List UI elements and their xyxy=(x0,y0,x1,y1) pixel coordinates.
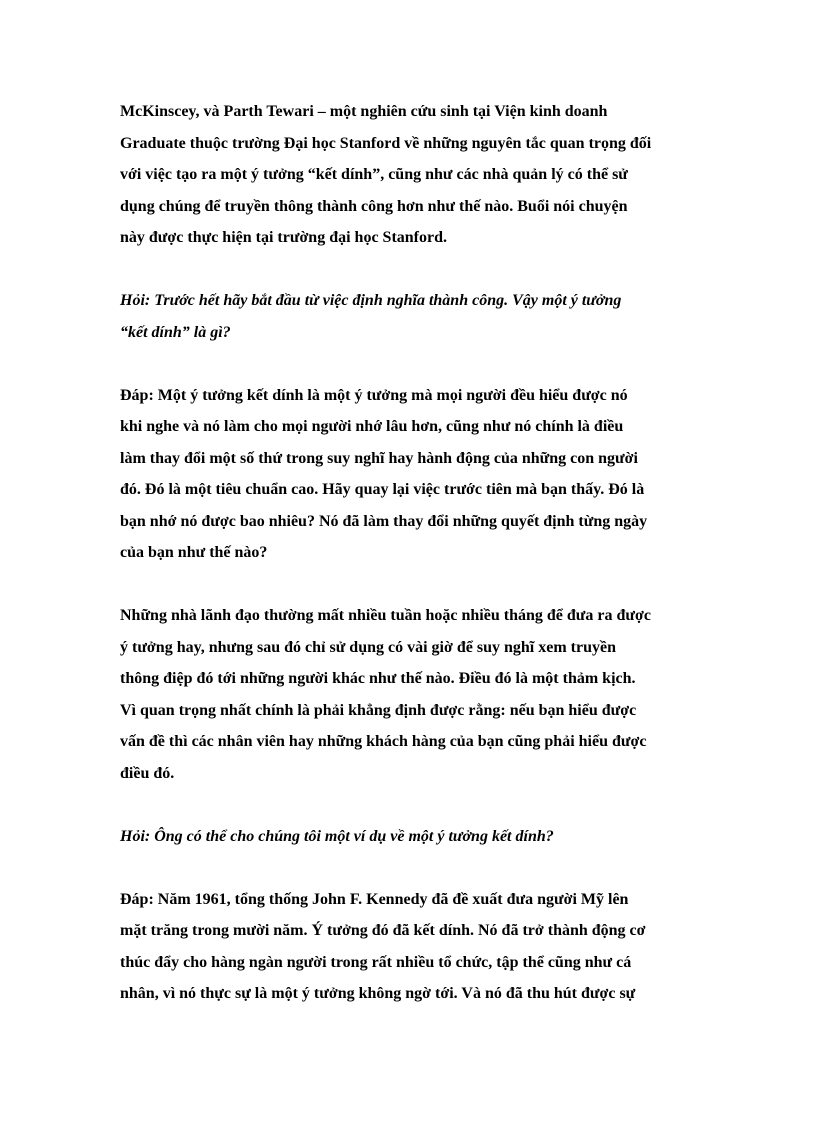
text-line: này được thực hiện tại trường đại học Stanford. xyxy=(120,229,447,246)
text-line: Graduate thuộc trường Đại học Stanford về những nguyên tắc quan trọng đối xyxy=(120,134,652,152)
document-page xyxy=(120,96,720,1010)
text-line: Hỏi: Ông có thể cho chúng tôi một ví dụ về một ý tưởng kết dính? xyxy=(120,827,554,845)
question-paragraph xyxy=(120,285,720,348)
text-line: đó. Đó là một tiêu chuẩn cao. Hãy quay lại việc trước tiên mà bạn thấy. Đó là xyxy=(120,481,645,498)
text-line: Hỏi: Trước hết hãy bắt đầu từ việc định nghĩa thành công. Vậy một ý tưởng xyxy=(120,292,622,309)
text-line: Vì quan trọng nhất chính là phải khẳng định được rằng: nếu bạn hiểu được xyxy=(120,701,637,719)
text-line: thúc đẩy cho hàng ngàn người trong rất nhiều tổ chức, tập thể cũng như cá xyxy=(120,953,632,971)
paragraph-spacer xyxy=(120,254,720,286)
answer-paragraph xyxy=(120,380,720,569)
text-line: thông điệp đó tới những người khác như thế nào. Điều đó là một thảm kịch. xyxy=(120,670,636,687)
text-line: điều đó. xyxy=(120,764,175,782)
paragraph-spacer xyxy=(120,569,720,601)
text-line: vấn đề thì các nhân viên hay những khách hàng của bạn cũng phải hiểu được xyxy=(120,733,647,750)
text-line: “kết dính” là gì? xyxy=(120,323,231,341)
text-line: Đáp: Năm 1961, tổng thống John F. Kennedy đã đề xuất đưa người Mỹ lên xyxy=(120,890,629,908)
paragraph-spacer xyxy=(120,789,720,821)
intro-paragraph xyxy=(120,96,720,254)
text-line: làm thay đổi một số thứ trong suy nghĩ hay hành động của những con người xyxy=(120,449,638,467)
text-line: với việc tạo ra một ý tưởng “kết dính”, cũng như các nhà quản lý có thể sử xyxy=(120,166,628,183)
text-line: mặt trăng trong mười năm. Ý tưởng đó đã kết dính. Nó đã trở thành động cơ xyxy=(120,922,646,939)
text-line: Những nhà lãnh đạo thường mất nhiều tuần hoặc nhiều tháng để đưa ra được xyxy=(120,607,651,624)
body-paragraph xyxy=(120,600,720,789)
text-line: nhân, vì nó thực sự là một ý tưởng không ngờ tới. Và nó đã thu hút được sự xyxy=(120,985,636,1002)
answer-paragraph xyxy=(120,884,720,1010)
text-line: của bạn như thế nào? xyxy=(120,544,268,561)
text-line: khi nghe và nó làm cho mọi người nhớ lâu hơn, cũng như nó chính là điều xyxy=(120,418,624,435)
text-line: ý tưởng hay, nhưng sau đó chỉ sử dụng có vài giờ để suy nghĩ xem truyền xyxy=(120,638,616,656)
paragraph-spacer xyxy=(120,348,720,380)
text-line: McKinscey, và Parth Tewari – một nghiên cứu sinh tại Viện kinh doanh xyxy=(120,103,608,120)
text-line: dụng chúng để truyền thông thành công hơn như thế nào. Buổi nói chuyện xyxy=(120,197,628,215)
question-paragraph xyxy=(120,821,720,853)
text-line: bạn nhớ nó được bao nhiêu? Nó đã làm thay đổi những quyết định từng ngày xyxy=(120,512,648,530)
text-line: Đáp: Một ý tưởng kết dính là một ý tưởng mà mọi người đều hiểu được nó xyxy=(120,386,628,404)
paragraph-spacer xyxy=(120,852,720,884)
